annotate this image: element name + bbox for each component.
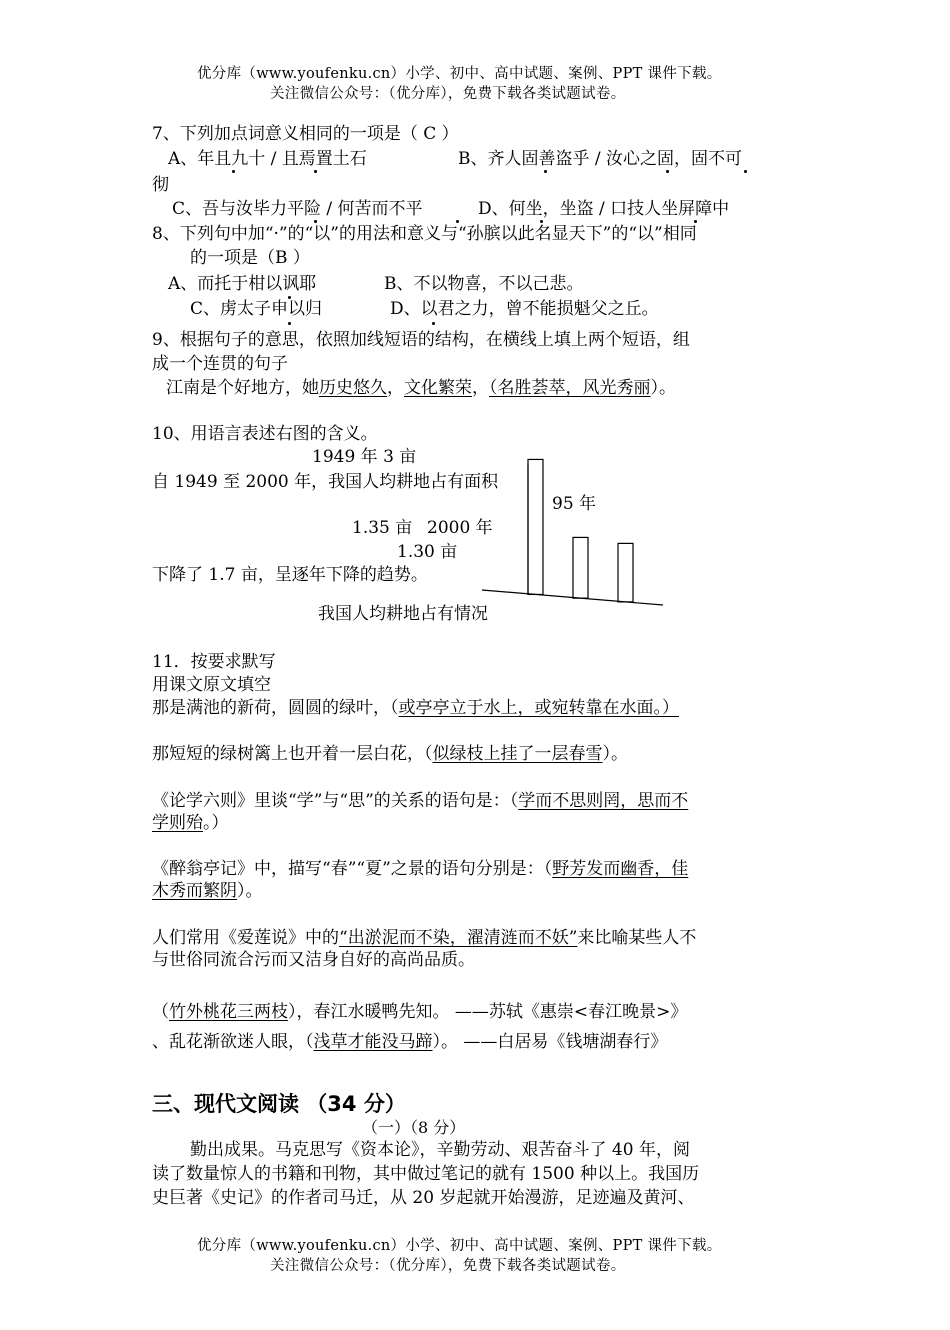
q9-end: ）。 [650,378,676,398]
q11-line-4-end: ）。 [237,881,263,901]
q11-line-3 [152,789,688,813]
passage-line-3: 史巨著《史记》的作者司马迁，从 20 岁起就开始漫游，足迹遍及黄河、 [152,1188,695,1208]
q9-underlined-phrase-2: 文化繁荣 [404,378,472,398]
chart-label-130: 1.30 亩 [397,542,458,562]
q7-option-a: A、年且九十 / 且焉置土石 [168,149,367,169]
emphasis-dot [544,170,547,173]
section-3-title: 三、现代文阅读 （34 分） [152,1092,406,1116]
q7-stem: 7、下列加点词意义相同的一项是（ C ） [152,124,459,144]
q11-line-3-answer-b: 学则殆 [152,813,203,833]
q11-line-3-prompt: 《论学六则》里谈“学”与“思”的关系的语句是：（ [152,791,519,811]
q11-line-7-answer: 浅草才能没马蹄 [313,1032,433,1052]
q11-line-5 [152,926,696,950]
q8-option-a: A、而托于柑以讽耶 [168,274,317,294]
q11-line-1-answer: 或亭亭立于水上，或宛转靠在水面。） [398,698,679,718]
emphasis-dot [232,170,235,173]
q11-line-1 [152,696,679,720]
chart-bar [573,537,588,598]
q9-stem-cont: 成一个连贯的句子 [152,354,288,374]
chart-label-135: 1.35 亩 [352,518,413,538]
q11-line-4-answer-b: 木秀而繁阴 [152,881,237,901]
q9-underlined-phrase-1: 历史悠久 [319,378,387,398]
q11-line-2 [152,742,628,766]
chart-label-1949: 1949 年 3 亩 [312,447,417,467]
q10-answer-a: 自 1949 至 2000 年，我国人均耕地占有面积 [152,472,499,492]
q9-stem: 9、根据句子的意思，依照加线短语的结构，在横线上填上两个短语，组 [152,330,690,350]
emphasis-dot [432,322,435,325]
q11-line-4 [152,857,688,881]
emphasis-dot [288,296,291,299]
footer-line-2: 关注微信公众号：（优分库），免费下载各类试题试卷。 [270,1258,626,1274]
q11-line-4-prompt: 《醉翁亭记》中，描写“春”“夏”之景的语句分别是：（ [152,859,553,879]
chart-label-2000: 2000 年 [427,518,493,538]
q11-line-5-post: 来比喻某些人不 [577,928,697,948]
emphasis-dot [744,170,747,173]
q9-comma: ， [387,378,404,398]
emphasis-dot [666,170,669,173]
q7-option-c: C、吾与汝毕力平险 / 何苦而不平 [172,199,423,219]
q11-line-2-prompt: 那短短的绿树篱上也开着一层白花，（ [152,744,433,764]
chart-bar [528,459,543,594]
footer-line-1: 优分库（www.youfenku.cn）小学、初中、高中试题、案例、PPT 课件下载。 [197,1238,722,1254]
header-line-1: 优分库（www.youfenku.cn）小学、初中、高中试题、案例、PPT 课件下载。 [197,66,722,82]
chart-caption: 我国人均耕地占有情况 [318,604,488,624]
q8-option-d: D、以君之力，曾不能损魁父之丘。 [390,299,659,319]
q8-stem-cont: 的一项是（B ） [190,248,310,268]
q11-line-3-end: 。） [203,813,229,833]
q11-line-2-answer: 似绿枝上挂了一层春雪 [432,744,603,764]
section-3-subtitle: （一）（8 分） [362,1118,466,1137]
q11-line-4-answer-a: 野芳发而幽香，佳 [552,859,689,879]
passage-line-2: 读了数量惊人的书籍和刊物，其中做过笔记的就有 1500 种以上。我国历 [152,1164,700,1184]
q11-stem: 11．按要求默写 [152,652,276,672]
q8-option-b: B、不以物喜，不以己悲。 [384,274,584,294]
q11-line-3-cont [152,811,229,835]
q7-option-d: D、何坐，坐盗 / 口技人坐屏障中 [478,199,730,219]
q11-line-5-cont: 与世俗同流合污而又洁身自好的高尚品质。 [152,950,475,970]
q10-stem: 10、用语言表述右图的含义。 [152,424,378,444]
q7-option-b-cont: 彻 [152,175,169,195]
q8-stem: 8、下列句中加“·”的“以”的用法和意义与“孙膑以此名显天下”的“以”相同 [152,224,697,244]
emphasis-dot [314,170,317,173]
q11-line-7 [152,1030,667,1054]
chart-label-95: 95 年 [552,494,597,514]
q9-comma: ， [472,378,489,398]
q11-line-3-answer-a: 学而不思则罔，思而不 [518,791,689,811]
q11-line-5-answer: “出淤泥而不染，濯清涟而不妖” [339,928,578,948]
q11-line-6 [152,1000,687,1024]
q11-subtitle: 用课文原文填空 [152,675,271,695]
header-line-2: 关注微信公众号：（优分库），免费下载各类试题试卷。 [270,86,626,102]
q11-line-6-prompt: （ [152,1002,169,1022]
q7-option-b: B、齐人固善盗乎 / 汝心之固，固不可 [458,149,743,169]
q10-answer-b: 下降了 1.7 亩，呈逐年下降的趋势。 [152,565,428,585]
q11-line-5-prompt: 人们常用《爱莲说》中的 [152,928,339,948]
q11-line-2-end: ）。 [602,744,628,764]
q11-line-6-post: ），春江水暖鸭先知。 ——苏轼《惠崇<春江晚景>》 [288,1002,688,1022]
q9-sentence [166,376,676,400]
q9-sentence-start: 江南是个好地方，她 [166,378,319,398]
q11-line-1-prompt: 那是满池的新荷，圆圆的绿叶，（ [152,698,399,718]
bar-chart [470,455,670,615]
emphasis-dot [288,322,291,325]
q11-line-7-post: ）。 ——白居易《钱塘湖春行》 [432,1032,668,1052]
q11-line-7-prompt: 、乱花渐欲迷人眼，（ [152,1032,314,1052]
q11-line-6-answer: 竹外桃花三两枝 [169,1002,288,1022]
q11-line-4-cont [152,879,263,903]
passage-line-1: 勤出成果。马克思写《资本论》，辛勤劳动、艰苦奋斗了 40 年，阅 [190,1140,690,1160]
chart-bar [618,543,633,602]
q9-answer: （名胜荟萃，风光秀丽 [489,378,651,398]
q8-option-c: C、虏太子申以归 [190,299,323,319]
